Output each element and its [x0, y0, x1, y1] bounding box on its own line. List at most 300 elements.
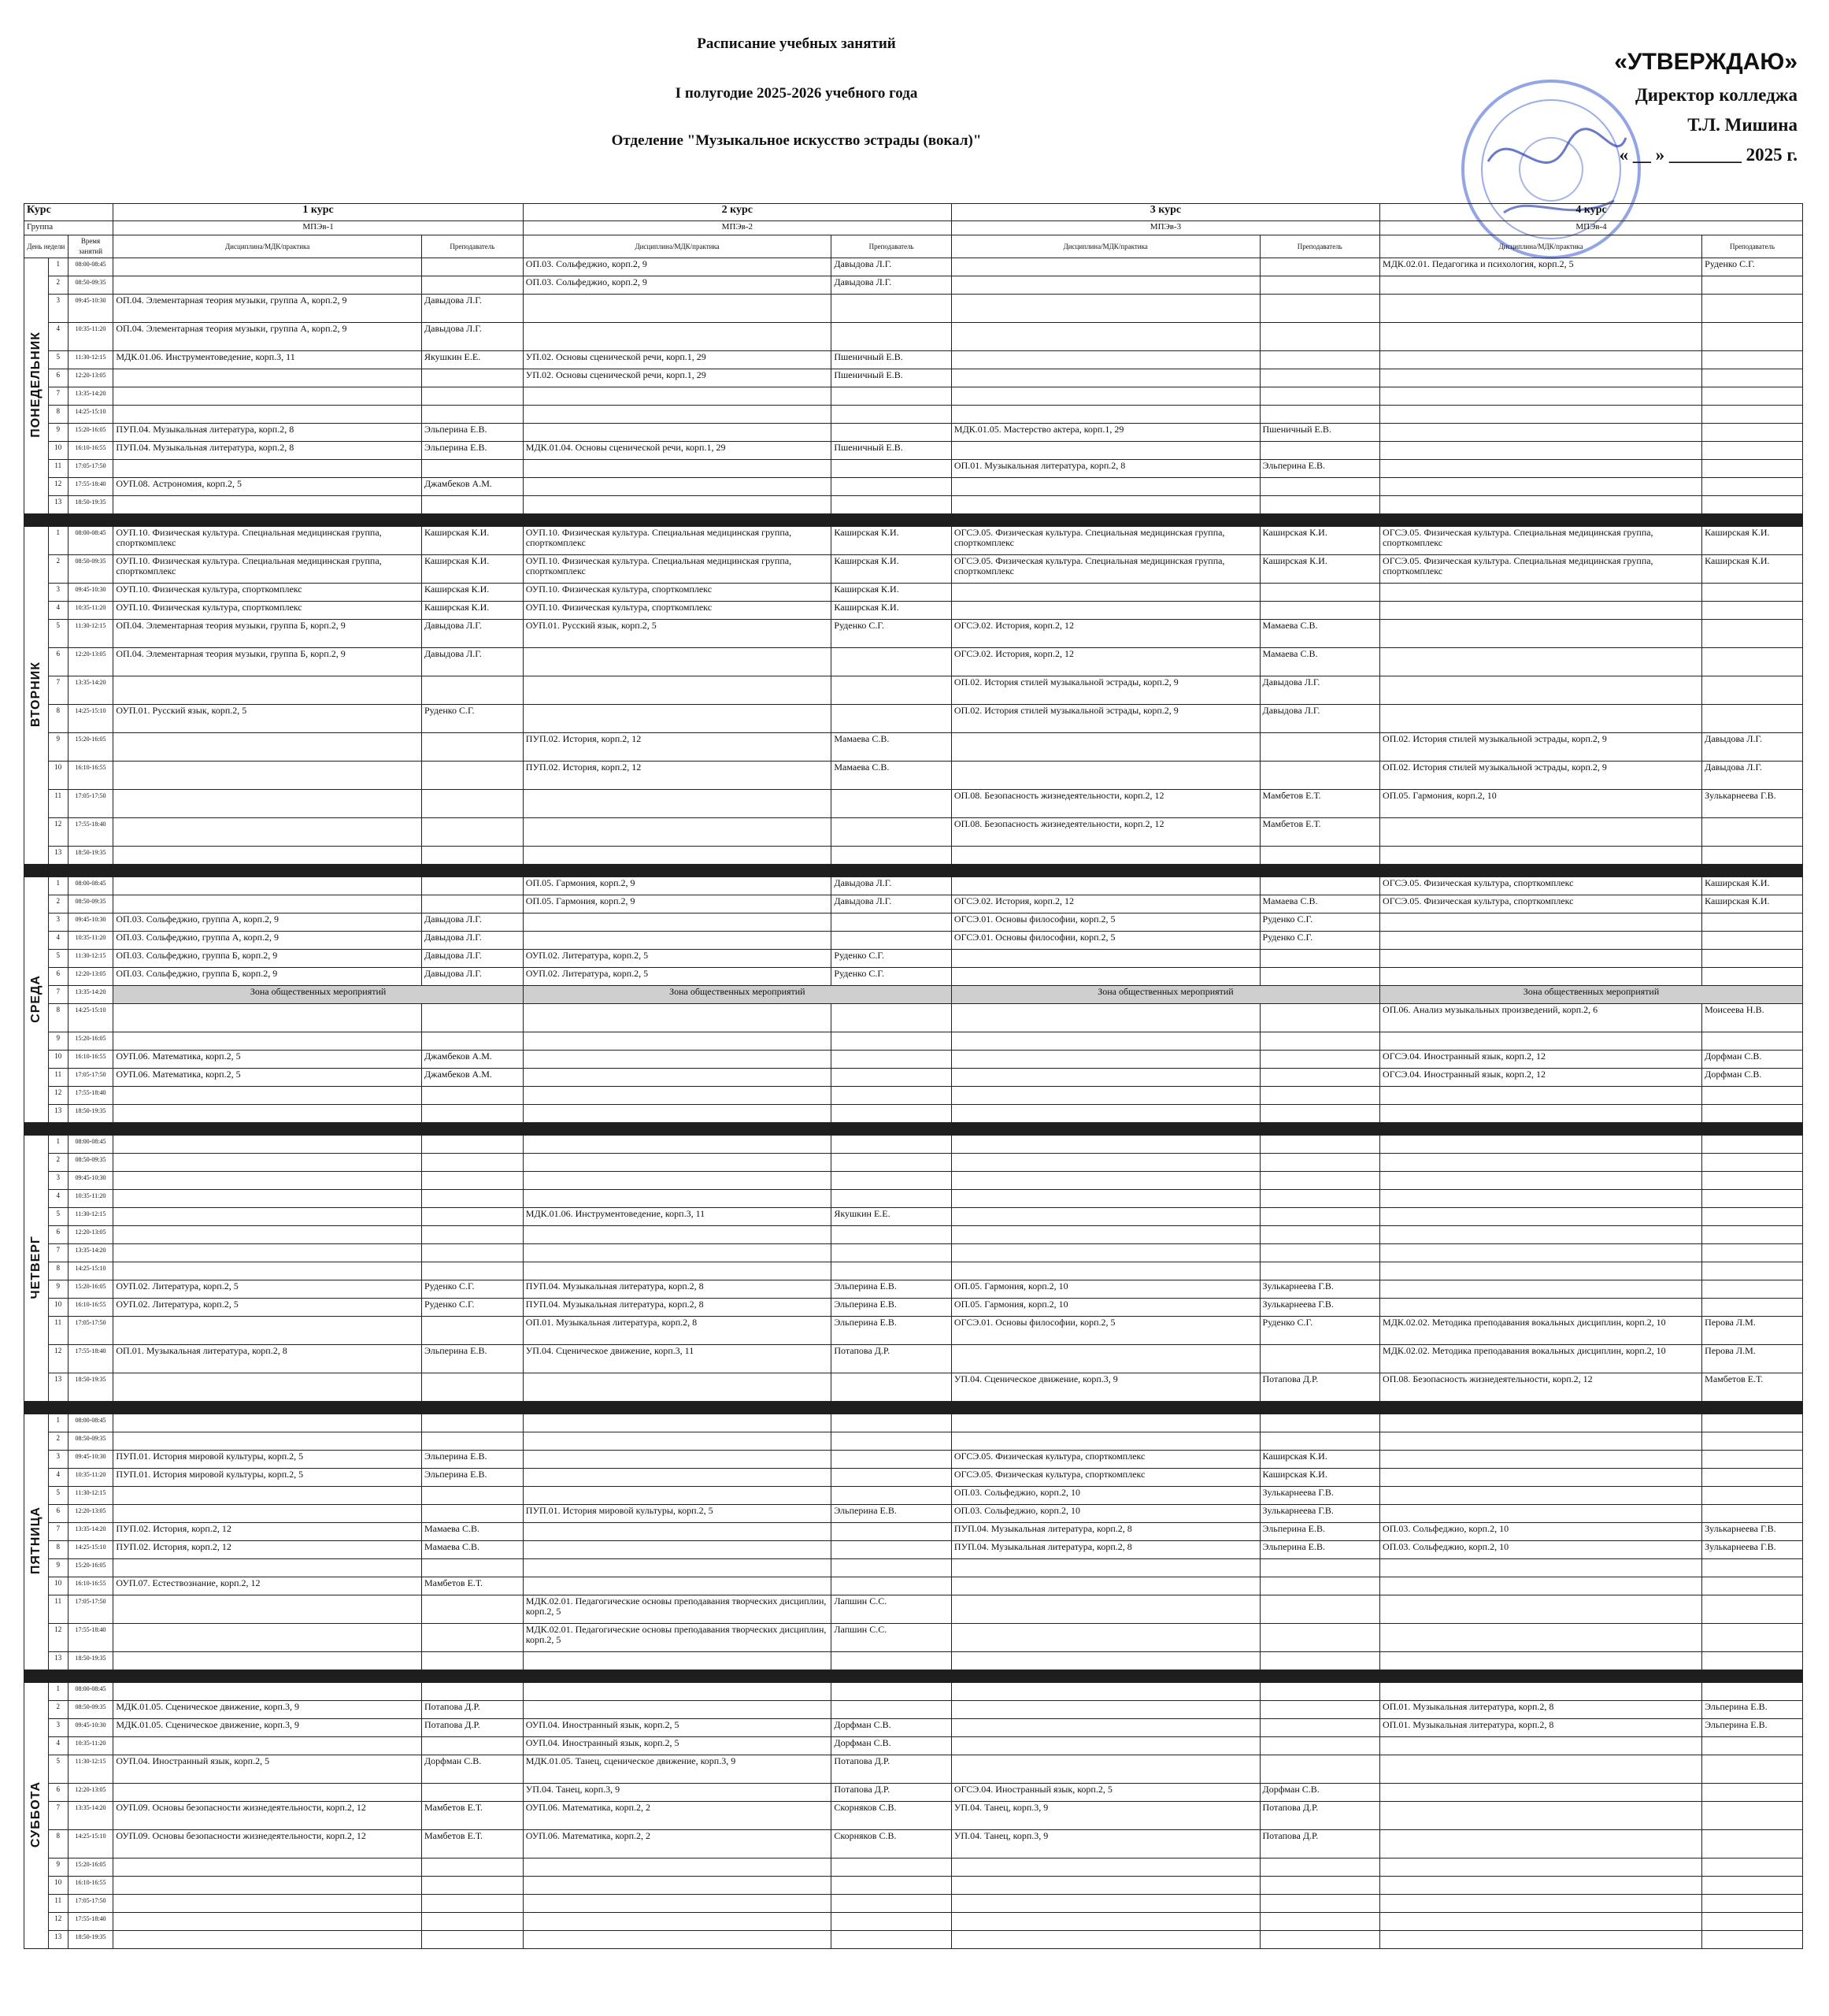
discipline-cell [951, 1858, 1260, 1877]
teacher-cell: Мамаева С.В. [831, 733, 952, 762]
lesson-time: 13:35-14:20 [68, 676, 113, 705]
teacher-cell [1260, 1087, 1380, 1105]
teacher-cell [1260, 1004, 1380, 1032]
lesson-time: 08:00-08:45 [68, 527, 113, 555]
day-separator [24, 865, 1803, 877]
teacher-cell [1702, 1624, 1803, 1652]
teacher-cell: Пшеничный Е.В. [831, 369, 952, 387]
lesson-time: 17:55-18:40 [68, 1913, 113, 1931]
lesson-time: 11:30-12:15 [68, 1487, 113, 1505]
discipline-cell [113, 1317, 422, 1345]
discipline-cell [113, 1208, 422, 1226]
discipline-cell [113, 1505, 422, 1523]
discipline-cell [523, 1414, 831, 1432]
discipline-cell: УП.02. Основы сценической речи, корп.1, 29 [523, 351, 831, 369]
schedule-table [24, 203, 1803, 1949]
discipline-cell: МДК.01.05. Танец, сценическое движение, корп.3, 9 [523, 1755, 831, 1784]
lesson-number: 4 [48, 602, 68, 620]
teacher-cell [1702, 1505, 1803, 1523]
teacher-cell: Давыдова Л.Г. [421, 932, 523, 950]
teacher-cell [421, 496, 523, 514]
teacher-cell [831, 1683, 952, 1701]
discipline-cell: ОП.02. История стилей музыкальной эстрады, корп.2, 9 [951, 705, 1260, 733]
teacher-cell: Руденко С.Г. [1260, 932, 1380, 950]
course-4-header: 4 курс [1380, 204, 1803, 221]
schedule-row [24, 1262, 1803, 1280]
discipline-cell [951, 1701, 1260, 1719]
teacher-cell [831, 1487, 952, 1505]
discipline-cell: ОУП.10. Физическая культура. Специальная медицинская группа, спорткомплекс [523, 555, 831, 584]
discipline-cell [1380, 276, 1702, 295]
day-name-cell [24, 877, 49, 1123]
lesson-time: 12:20-13:05 [68, 369, 113, 387]
discipline-cell [523, 1087, 831, 1105]
lesson-number: 13 [48, 496, 68, 514]
discipline-cell: ОУП.07. Естествознание, корп.2, 12 [113, 1577, 422, 1595]
day-separator-bar [24, 865, 1803, 877]
discipline-cell [1380, 1414, 1702, 1432]
discipline-cell [951, 1595, 1260, 1624]
teacher-cell [1260, 258, 1380, 276]
discipline-cell [1380, 1913, 1702, 1931]
schedule-body [24, 258, 1803, 1949]
teacher-cell [421, 847, 523, 865]
discipline-cell [1380, 387, 1702, 406]
discipline-cell [951, 584, 1260, 602]
discipline-cell: ОГСЭ.01. Основы философии, корп.2, 5 [951, 932, 1260, 950]
teacher-cell [1702, 584, 1803, 602]
teacher-cell: Джамбеков А.М. [421, 478, 523, 496]
teacher-cell [831, 676, 952, 705]
teacher-cell: Каширская К.И. [1702, 877, 1803, 895]
teacher-cell [1702, 1154, 1803, 1172]
discipline-cell: ОУП.09. Основы безопасности жизнедеятельности, корп.2, 12 [113, 1830, 422, 1858]
discipline-cell [113, 847, 422, 865]
discipline-cell [113, 1683, 422, 1701]
teacher-cell [1702, 424, 1803, 442]
lesson-number: 12 [48, 478, 68, 496]
teacher-cell [831, 1701, 952, 1719]
lesson-time: 18:50-19:35 [68, 1652, 113, 1670]
day-name-cell [24, 1414, 49, 1670]
teacher-cell: Зулькарнеева Г.В. [1260, 1505, 1380, 1523]
teacher-cell: Каширская К.И. [421, 584, 523, 602]
lesson-number: 6 [48, 648, 68, 676]
schedule-row [24, 351, 1803, 369]
teacher-cell: Каширская К.И. [1702, 555, 1803, 584]
schedule-row [24, 705, 1803, 733]
teacher-cell: Руденко С.Г. [831, 968, 952, 986]
teacher-cell: Якушкин Е.Е. [421, 351, 523, 369]
discipline-cell [1380, 1105, 1702, 1123]
lesson-number: 10 [48, 1577, 68, 1595]
schedule-row [24, 1577, 1803, 1595]
teacher-cell [1702, 1190, 1803, 1208]
lesson-time: 17:05-17:50 [68, 1595, 113, 1624]
discipline-cell: ОУП.10. Физическая культура, спорткомплекс [523, 584, 831, 602]
discipline-cell: МДК.01.06. Инструментоведение, корп.3, 11 [113, 351, 422, 369]
discipline-cell: ОУП.02. Литература, корп.2, 5 [113, 1280, 422, 1299]
schedule-row [24, 1559, 1803, 1577]
lesson-time: 08:50-09:35 [68, 1154, 113, 1172]
teacher-cell [831, 424, 952, 442]
discipline-cell [1380, 460, 1702, 478]
schedule-row [24, 602, 1803, 620]
discipline-cell: ОГСЭ.02. История, корп.2, 12 [951, 895, 1260, 914]
schedule-row [24, 496, 1803, 514]
discipline-cell: МДК.02.01. Педагогические основы преподавания творческих дисциплин, корп.2, 5 [523, 1624, 831, 1652]
discipline-cell: ОУП.10. Физическая культура, спорткомплекс [113, 602, 422, 620]
discipline-header-1: Дисциплина/МДК/практика [113, 235, 422, 258]
schedule-row [24, 1931, 1803, 1949]
discipline-cell [113, 1105, 422, 1123]
lesson-time: 13:35-14:20 [68, 387, 113, 406]
teacher-cell [831, 1032, 952, 1051]
teacher-cell [1702, 1280, 1803, 1299]
lesson-time: 17:55-18:40 [68, 1087, 113, 1105]
teacher-cell: Мамбетов Е.Т. [1260, 790, 1380, 818]
teacher-cell [421, 1559, 523, 1577]
teacher-cell: Потапова Д.Р. [421, 1701, 523, 1719]
discipline-cell [1380, 1172, 1702, 1190]
lesson-time: 12:20-13:05 [68, 1226, 113, 1244]
teacher-cell: Лапшин С.С. [831, 1624, 952, 1652]
discipline-cell: ПУП.02. История, корп.2, 12 [523, 762, 831, 790]
discipline-cell: ОУП.10. Физическая культура, спорткомплекс [523, 602, 831, 620]
discipline-cell [113, 1432, 422, 1451]
lesson-time: 15:20-16:05 [68, 1280, 113, 1299]
teacher-header-3: Преподаватель [1260, 235, 1380, 258]
discipline-cell: ОП.03. Сольфеджио, группа Б, корп.2, 9 [113, 950, 422, 968]
discipline-cell: ОП.01. Музыкальная литература, корп.2, 8 [1380, 1719, 1702, 1737]
lesson-number: 13 [48, 847, 68, 865]
lesson-number: 10 [48, 442, 68, 460]
lesson-time: 17:55-18:40 [68, 1624, 113, 1652]
discipline-cell [1380, 1737, 1702, 1755]
lesson-number: 8 [48, 1541, 68, 1559]
lesson-number: 10 [48, 762, 68, 790]
discipline-cell: ОУП.08. Астрономия, корп.2, 5 [113, 478, 422, 496]
schedule-row [24, 276, 1803, 295]
course-label: Курс [24, 204, 113, 221]
teacher-cell [1702, 387, 1803, 406]
group-label: Группа [24, 221, 113, 235]
teacher-cell [421, 895, 523, 914]
discipline-cell [951, 1172, 1260, 1190]
discipline-cell: ОП.02. История стилей музыкальной эстрады, корп.2, 9 [1380, 733, 1702, 762]
teacher-cell [1260, 1414, 1380, 1432]
teacher-cell [831, 1244, 952, 1262]
discipline-cell [1380, 496, 1702, 514]
discipline-cell: МДК.01.05. Сценическое движение, корп.3, 9 [113, 1719, 422, 1737]
discipline-cell: ОГСЭ.05. Физическая культура. Специальная медицинская группа, спорткомплекс [1380, 527, 1702, 555]
teacher-cell [831, 1004, 952, 1032]
teacher-cell: Пшеничный Е.В. [831, 351, 952, 369]
teacher-cell [831, 1541, 952, 1559]
lesson-number: 9 [48, 1032, 68, 1051]
teacher-cell [1260, 369, 1380, 387]
teacher-cell: Дорфман С.В. [831, 1719, 952, 1737]
lesson-time: 10:35-11:20 [68, 932, 113, 950]
discipline-cell [951, 442, 1260, 460]
discipline-cell [1380, 1136, 1702, 1154]
teacher-cell [1260, 1931, 1380, 1949]
discipline-cell: ОГСЭ.05. Физическая культура, спорткомплекс [951, 1451, 1260, 1469]
discipline-cell [523, 1432, 831, 1451]
teacher-cell: Зулькарнеева Г.В. [1702, 790, 1803, 818]
teacher-cell [1260, 1858, 1380, 1877]
discipline-cell [951, 847, 1260, 865]
discipline-cell [523, 1032, 831, 1051]
teacher-cell [421, 1172, 523, 1190]
discipline-cell [951, 1136, 1260, 1154]
public-events-zone: Зона общественных мероприятий [951, 986, 1379, 1004]
lesson-number: 4 [48, 323, 68, 351]
discipline-cell [523, 496, 831, 514]
teacher-cell [831, 1154, 952, 1172]
teacher-cell [1702, 914, 1803, 932]
teacher-cell: Мамаева С.В. [831, 762, 952, 790]
teacher-cell: Руденко С.Г. [1260, 1317, 1380, 1345]
discipline-cell [523, 424, 831, 442]
discipline-cell: ПУП.02. История, корп.2, 12 [523, 733, 831, 762]
teacher-cell [421, 1877, 523, 1895]
discipline-cell [1380, 1299, 1702, 1317]
group-4-header: МПЭв-4 [1380, 221, 1803, 235]
discipline-cell [523, 818, 831, 847]
teacher-cell: Эльперина Е.В. [1260, 460, 1380, 478]
discipline-cell [1380, 648, 1702, 676]
discipline-cell [1380, 1505, 1702, 1523]
lesson-number: 7 [48, 1523, 68, 1541]
discipline-cell: ОГСЭ.02. История, корп.2, 12 [951, 620, 1260, 648]
day-separator-bar [24, 1123, 1803, 1136]
schedule-row [24, 1004, 1803, 1032]
discipline-cell [1380, 1595, 1702, 1624]
teacher-cell: Давыдова Л.Г. [1702, 733, 1803, 762]
teacher-cell: Давыдова Л.Г. [1260, 705, 1380, 733]
teacher-cell [1702, 1299, 1803, 1317]
discipline-cell: УП.04. Танец, корп.3, 9 [523, 1784, 831, 1802]
teacher-cell: Скорняков С.В. [831, 1802, 952, 1830]
teacher-cell [831, 1523, 952, 1541]
teacher-cell: Пшеничный Е.В. [831, 442, 952, 460]
schedule-row [24, 1373, 1803, 1402]
lesson-number: 13 [48, 1373, 68, 1402]
discipline-cell [113, 818, 422, 847]
teacher-cell [1702, 1683, 1803, 1701]
discipline-cell [951, 406, 1260, 424]
teacher-cell [1260, 1172, 1380, 1190]
lesson-time: 09:45-10:30 [68, 914, 113, 932]
schedule-row [24, 1190, 1803, 1208]
teacher-cell: Руденко С.Г. [831, 950, 952, 968]
schedule-row [24, 790, 1803, 818]
lesson-time: 17:05-17:50 [68, 1069, 113, 1087]
teacher-cell: Эльперина Е.В. [1702, 1719, 1803, 1737]
discipline-cell [951, 1154, 1260, 1172]
discipline-cell [951, 877, 1260, 895]
discipline-cell [113, 1877, 422, 1895]
discipline-cell [113, 895, 422, 914]
lesson-number: 11 [48, 1895, 68, 1913]
discipline-cell: ОП.08. Безопасность жизнедеятельности, корп.2, 12 [951, 790, 1260, 818]
teacher-cell: Каширская К.И. [1260, 1451, 1380, 1469]
lesson-number: 6 [48, 369, 68, 387]
teacher-cell [1260, 406, 1380, 424]
teacher-cell: Потапова Д.Р. [421, 1719, 523, 1737]
teacher-cell [1260, 1051, 1380, 1069]
teacher-cell [421, 1226, 523, 1244]
discipline-cell [951, 1683, 1260, 1701]
teacher-cell [831, 1652, 952, 1670]
discipline-cell [951, 1652, 1260, 1670]
discipline-cell [951, 323, 1260, 351]
discipline-cell [113, 258, 422, 276]
teacher-cell [1702, 1858, 1803, 1877]
teacher-cell [1702, 1802, 1803, 1830]
schedule-row [24, 424, 1803, 442]
lesson-time: 09:45-10:30 [68, 1719, 113, 1737]
lesson-time: 17:05-17:50 [68, 790, 113, 818]
teacher-cell [421, 1784, 523, 1802]
teacher-cell: Давыдова Л.Г. [421, 968, 523, 986]
lesson-number: 9 [48, 424, 68, 442]
approval-block [1614, 49, 1798, 165]
discipline-cell: ОГСЭ.04. Иностранный язык, корп.2, 5 [951, 1784, 1260, 1802]
discipline-cell [951, 1414, 1260, 1432]
discipline-cell [1380, 1802, 1702, 1830]
discipline-cell: ПУП.04. Музыкальная литература, корп.2, 8 [113, 424, 422, 442]
lesson-number: 2 [48, 276, 68, 295]
teacher-cell [1702, 1262, 1803, 1280]
lesson-number: 3 [48, 1451, 68, 1469]
teacher-cell [421, 460, 523, 478]
teacher-cell [1260, 1755, 1380, 1784]
lesson-time: 11:30-12:15 [68, 620, 113, 648]
teacher-cell [831, 1577, 952, 1595]
day-separator [24, 1402, 1803, 1414]
lesson-time: 13:35-14:20 [68, 1523, 113, 1541]
discipline-cell: ОП.03. Сольфеджио, корп.2, 10 [951, 1505, 1260, 1523]
discipline-cell: ОУП.10. Физическая культура. Специальная медицинская группа, спорткомплекс [113, 555, 422, 584]
discipline-cell [113, 676, 422, 705]
lesson-time: 08:50-09:35 [68, 1432, 113, 1451]
teacher-cell [1702, 1432, 1803, 1451]
teacher-cell [831, 1414, 952, 1432]
teacher-cell [831, 323, 952, 351]
teacher-cell [1702, 460, 1803, 478]
schedule-row [24, 1858, 1803, 1877]
public-events-zone: Зона общественных мероприятий [523, 986, 951, 1004]
teacher-cell: Зулькарнеева Г.В. [1260, 1280, 1380, 1299]
lesson-number: 7 [48, 676, 68, 705]
schedule-row [24, 1719, 1803, 1737]
discipline-cell [1380, 676, 1702, 705]
teacher-cell [421, 1004, 523, 1032]
discipline-cell [523, 1559, 831, 1577]
discipline-cell: МДК.01.06. Инструментоведение, корп.3, 11 [523, 1208, 831, 1226]
teacher-cell [1702, 295, 1803, 323]
discipline-cell: МДК.02.02. Методика преподавания вокальных дисциплин, корп.2, 10 [1380, 1345, 1702, 1373]
discipline-cell [1380, 1032, 1702, 1051]
discipline-cell [951, 258, 1260, 276]
teacher-cell [421, 1190, 523, 1208]
discipline-cell [523, 1262, 831, 1280]
schedule-row [24, 1830, 1803, 1858]
teacher-cell [831, 790, 952, 818]
discipline-cell [951, 351, 1260, 369]
discipline-cell [523, 1154, 831, 1172]
teacher-cell: Давыдова Л.Г. [421, 950, 523, 968]
lesson-time: 12:20-13:05 [68, 1505, 113, 1523]
teacher-cell [1260, 1737, 1380, 1755]
discipline-cell [113, 1136, 422, 1154]
teacher-cell [421, 1624, 523, 1652]
lesson-time: 17:55-18:40 [68, 1345, 113, 1373]
approval-name: Т.Л. Мишина [1687, 115, 1798, 135]
teacher-cell: Давыдова Л.Г. [831, 877, 952, 895]
teacher-cell: Мамаева С.В. [421, 1541, 523, 1559]
schedule-row [24, 1051, 1803, 1069]
lesson-time: 11:30-12:15 [68, 1755, 113, 1784]
discipline-cell [523, 1172, 831, 1190]
course-header-row [24, 204, 1803, 221]
discipline-cell: ОП.03. Сольфеджио, корп.2, 10 [1380, 1541, 1702, 1559]
discipline-cell: ОП.03. Сольфеджио, корп.2, 9 [523, 276, 831, 295]
schedule-row [24, 1432, 1803, 1451]
lesson-time: 17:05-17:50 [68, 1317, 113, 1345]
teacher-cell [1702, 1784, 1803, 1802]
teacher-cell [831, 648, 952, 676]
discipline-cell: ПУП.04. Музыкальная литература, корп.2, 8 [113, 442, 422, 460]
teacher-cell [1702, 496, 1803, 514]
discipline-cell [523, 1858, 831, 1877]
discipline-cell [113, 1032, 422, 1051]
department-title: Отделение "Музыкальное искусство эстрады (вокал)" [611, 132, 982, 149]
day-name: ЧЕТВЕРГ [29, 1235, 43, 1299]
discipline-cell: ОП.04. Элементарная теория музыки, группа А, корп.2, 9 [113, 323, 422, 351]
discipline-cell: УП.02. Основы сценической речи, корп.1, 29 [523, 369, 831, 387]
teacher-cell [421, 406, 523, 424]
teacher-cell [1260, 1262, 1380, 1280]
teacher-cell: Перова Л.М. [1702, 1345, 1803, 1373]
lesson-number: 11 [48, 790, 68, 818]
teacher-cell [1260, 295, 1380, 323]
discipline-cell [113, 1895, 422, 1913]
lesson-number: 10 [48, 1299, 68, 1317]
schedule-row [24, 1523, 1803, 1541]
teacher-cell: Зулькарнеева Г.В. [1260, 1299, 1380, 1317]
teacher-cell [1260, 1719, 1380, 1737]
schedule-row [24, 733, 1803, 762]
lesson-time: 10:35-11:20 [68, 602, 113, 620]
lesson-number: 11 [48, 1317, 68, 1345]
teacher-cell [1260, 276, 1380, 295]
teacher-cell [831, 914, 952, 932]
lesson-number: 12 [48, 818, 68, 847]
discipline-cell [113, 1931, 422, 1949]
teacher-cell [1702, 818, 1803, 847]
teacher-cell [421, 1895, 523, 1913]
discipline-cell [523, 1004, 831, 1032]
teacher-cell [421, 877, 523, 895]
discipline-cell [523, 648, 831, 676]
teacher-cell: Пшеничный Е.В. [1260, 424, 1380, 442]
teacher-cell [831, 1226, 952, 1244]
column-header-row [24, 235, 1803, 258]
discipline-cell [1380, 818, 1702, 847]
